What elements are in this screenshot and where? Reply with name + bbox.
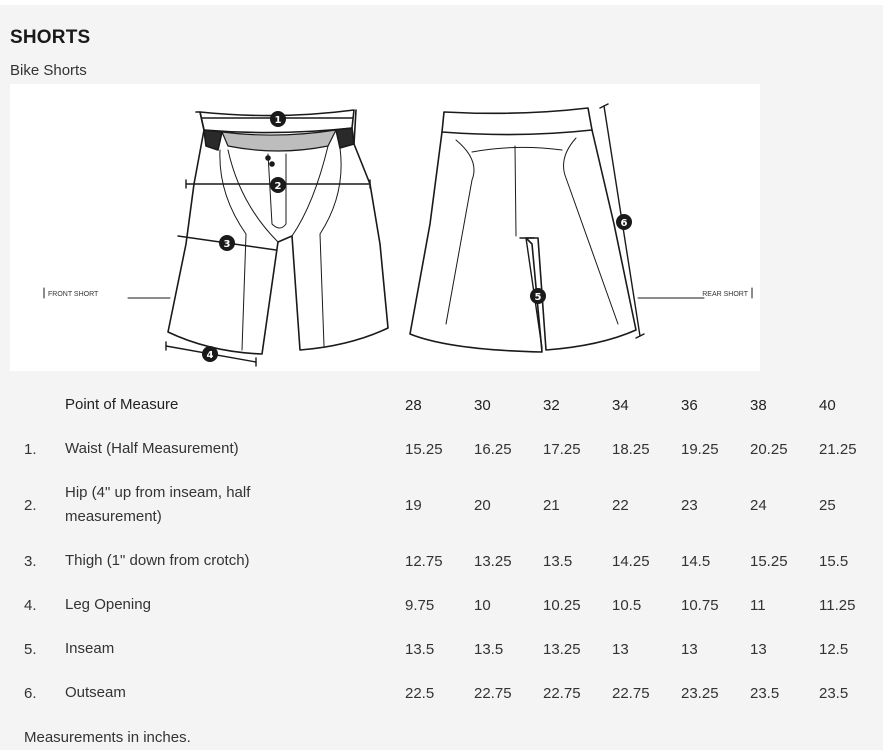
shorts-diagram bbox=[10, 84, 760, 371]
front-seam-right bbox=[292, 146, 328, 236]
table-row bbox=[10, 671, 879, 715]
rear-body-outline bbox=[410, 130, 636, 352]
snap-button-2 bbox=[270, 162, 274, 166]
table-cell: 22.5 bbox=[405, 684, 435, 702]
table-cell: 14.25 bbox=[612, 552, 650, 570]
table-cell: 12.75 bbox=[405, 552, 443, 570]
table-cell: 22.75 bbox=[474, 684, 512, 702]
table-cell: 23.5 bbox=[750, 684, 780, 702]
shorts-illustration bbox=[10, 84, 760, 371]
row-label: Waist (Half Measurement) bbox=[65, 440, 239, 457]
table-row bbox=[10, 471, 879, 539]
table-cell: 19 bbox=[405, 496, 422, 514]
row-number: 3. bbox=[24, 552, 37, 570]
table-cell: 22.75 bbox=[543, 684, 581, 702]
row-number: 6. bbox=[24, 684, 37, 702]
marker-3-label: 3 bbox=[223, 239, 231, 250]
header-size: 38 bbox=[750, 396, 767, 414]
table-cell: 9.75 bbox=[405, 596, 435, 614]
row-label bbox=[65, 471, 405, 539]
table-cell: 12.5 bbox=[819, 640, 849, 658]
table-cell: 17.25 bbox=[543, 440, 581, 458]
marker-1-label: 1 bbox=[274, 115, 282, 126]
table-cell: 23.5 bbox=[819, 684, 849, 702]
front-side-panel-right bbox=[336, 128, 354, 148]
rear-waistband bbox=[442, 108, 592, 135]
front-short-drawing bbox=[44, 110, 388, 366]
header-size: 28 bbox=[405, 396, 422, 414]
row-label-text: Hip (4" up from inseam, half measurement) bbox=[65, 484, 251, 525]
table-cell: 15.25 bbox=[405, 440, 443, 458]
table-row bbox=[10, 627, 879, 671]
marker-2-label: 2 bbox=[274, 181, 282, 192]
table-cell: 20.25 bbox=[750, 440, 788, 458]
header-size: 36 bbox=[681, 396, 698, 414]
table-cell: 13 bbox=[750, 640, 767, 658]
marker-5-label: 5 bbox=[534, 292, 542, 303]
row-label: Outseam bbox=[65, 684, 126, 701]
table-cell: 10.5 bbox=[612, 596, 642, 614]
header-size: 30 bbox=[474, 396, 491, 414]
row-label: Leg Opening bbox=[65, 596, 151, 613]
row-number: 2. bbox=[24, 496, 37, 514]
table-cell: 13.5 bbox=[405, 640, 435, 658]
table-cell: 13.5 bbox=[543, 552, 573, 570]
front-side-panel-left bbox=[204, 130, 222, 150]
table-cell: 15.5 bbox=[819, 552, 849, 570]
table-cell: 11 bbox=[750, 596, 766, 614]
table-cell: 24 bbox=[750, 496, 767, 514]
table-cell: 18.25 bbox=[612, 440, 650, 458]
page-subtitle: Bike Shorts bbox=[10, 62, 87, 79]
table-cell: 13 bbox=[612, 640, 629, 658]
rear-center-seam bbox=[515, 146, 516, 236]
row-number: 1. bbox=[24, 440, 37, 458]
page-title: SHORTS bbox=[10, 27, 91, 48]
rear-yoke-left bbox=[446, 140, 474, 324]
rear-yoke-top bbox=[472, 147, 562, 152]
header-point-of-measure: Point of Measure bbox=[65, 396, 179, 413]
table-cell: 22.75 bbox=[612, 684, 650, 702]
front-short-label: FRONT SHORT bbox=[48, 291, 99, 298]
table-cell: 19.25 bbox=[681, 440, 719, 458]
table-cell: 14.5 bbox=[681, 552, 711, 570]
measurement-note: Measurements in inches. bbox=[24, 729, 191, 746]
table-cell: 21 bbox=[543, 496, 560, 514]
table-cell: 21.25 bbox=[819, 440, 857, 458]
table-cell: 23 bbox=[681, 496, 698, 514]
table-cell: 15.25 bbox=[750, 552, 788, 570]
header-num-cell bbox=[10, 383, 65, 427]
table-cell: 25 bbox=[819, 496, 836, 514]
row-label: Inseam bbox=[65, 640, 115, 657]
table-cell: 10 bbox=[474, 596, 491, 614]
rear-yoke-right bbox=[564, 138, 618, 324]
table-cell: 11.25 bbox=[819, 596, 856, 614]
table-row bbox=[10, 427, 879, 471]
table-cell: 13 bbox=[681, 640, 698, 658]
size-table bbox=[10, 383, 879, 715]
row-label: Thigh (1" down from crotch) bbox=[65, 552, 250, 569]
table-cell: 13.5 bbox=[474, 640, 504, 658]
table-header-row bbox=[10, 383, 879, 427]
header-size: 34 bbox=[612, 396, 629, 414]
table-cell: 22 bbox=[612, 496, 629, 514]
table-cell: 10.25 bbox=[543, 596, 581, 614]
table-cell: 10.75 bbox=[681, 596, 719, 614]
row-number: 5. bbox=[24, 640, 37, 658]
row-number: 4. bbox=[24, 596, 37, 614]
header-size: 32 bbox=[543, 396, 560, 414]
table-cell: 13.25 bbox=[543, 640, 581, 658]
table-row bbox=[10, 539, 879, 583]
snap-button bbox=[266, 156, 270, 160]
marker-4-label: 4 bbox=[206, 350, 214, 361]
table-cell: 16.25 bbox=[474, 440, 512, 458]
rear-short-drawing bbox=[410, 104, 752, 352]
rear-short-label: REAR SHORT bbox=[702, 291, 748, 298]
marker-6-label: 6 bbox=[620, 218, 628, 229]
front-panel-line-right bbox=[320, 148, 341, 346]
table-cell: 20 bbox=[474, 496, 491, 514]
table-cell: 13.25 bbox=[474, 552, 512, 570]
table-row bbox=[10, 583, 879, 627]
header-size: 40 bbox=[819, 396, 836, 414]
table-cell: 23.25 bbox=[681, 684, 719, 702]
